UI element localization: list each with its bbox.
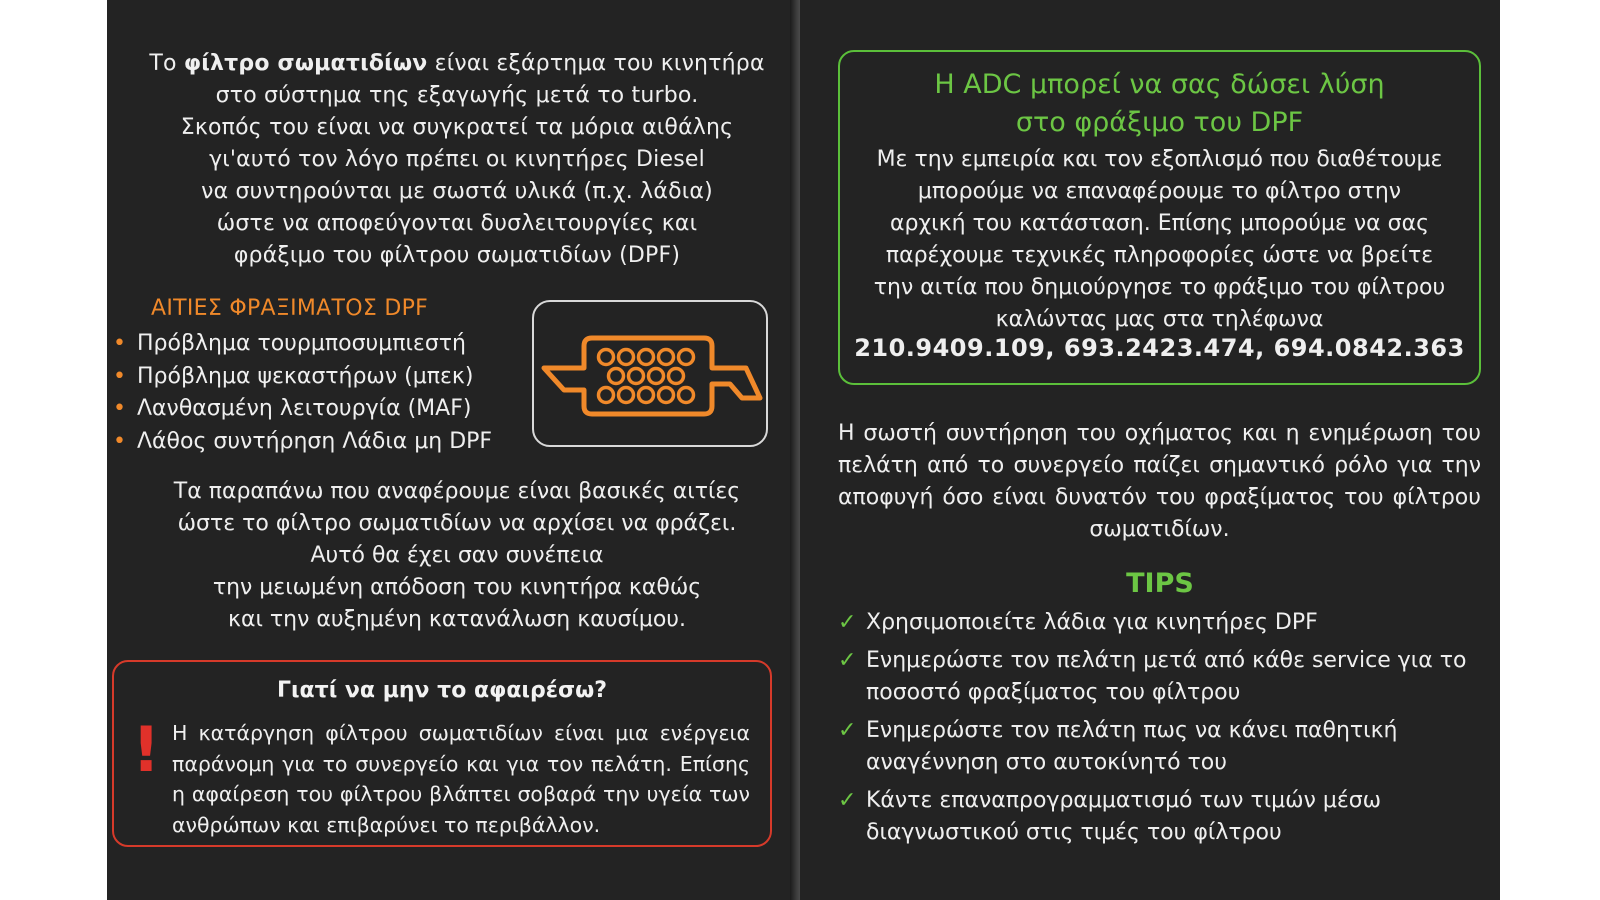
intro-line: ώστε να αποφεύγονται δυσλειτουργίες και — [216, 211, 698, 236]
tips-list — [838, 607, 1478, 855]
tip-item — [838, 645, 1478, 710]
cause-text: Λανθασμένη λειτουργία (MAF) — [137, 396, 472, 421]
cause-text: Πρόβλημα ψεκαστήρων (μπεκ) — [137, 363, 474, 389]
cause-item — [111, 361, 492, 394]
intro-bold-term: φίλτρο σωματιδίων — [183, 51, 428, 76]
intro-pre: Το — [149, 51, 184, 76]
exclamation-icon: ! — [132, 713, 161, 786]
intro-line: στο σύστημα της εξαγωγής μετά το turbo. — [215, 83, 699, 108]
adc-text-line: παρέχουμε τεχνικές πληροφορίες ώστε να βρείτε — [885, 243, 1434, 268]
consequence-line: και την αυξημένη κατανάλωση καυσίμου. — [227, 607, 687, 632]
cause-text: Λάθος συντήρηση Λάδια μη DPF — [137, 428, 493, 454]
tips-heading: TIPS — [1126, 568, 1194, 599]
warning-text: Η κατάργηση φίλτρου σωματιδίων είναι μια ενέργεια παράνομη για το συνεργείο και για τον πελάτη. Επίσης η αφαίρεση του φίλτρου βλάπτει σοβαρά την υγεία των ανθρώπων και επιβαρύνει το περιβάλλον. — [172, 721, 750, 837]
consequence-line: Τα παραπάνω που αναφέρουμε είναι βασικές αιτίες — [173, 479, 741, 504]
phone-numbers[interactable]: 210.9409.109, 693.2423.474, 694.0842.363 — [854, 334, 1465, 362]
bullet-icon: • — [113, 331, 126, 356]
adc-text-line: καλώντας μας στα τηλέφωνα — [995, 307, 1324, 332]
bullet-icon: • — [113, 363, 126, 389]
maintenance-paragraph: Η σωστή συντήρηση του οχήματος και η ενημέρωση του πελάτη από το συνεργείο παίζει σημαντικό ρόλο για την αποφυγή όσο είναι δυνατόν του φραξίματος του φίλτρου σωματιδίων. — [838, 421, 1481, 542]
checkmark-icon: ✓ — [838, 610, 857, 635]
adc-text-line: Με την εμπειρία και τον εξοπλισμό που διαθέτουμε — [876, 147, 1443, 172]
consequence-paragraph — [127, 476, 787, 636]
tip-text: Κάντε επαναπρογραμματισμό των τιμών μέσω διαγνωστικού στις τιμές του φίλτρου — [866, 787, 1382, 845]
left-page — [107, 0, 797, 900]
checkmark-icon: ✓ — [838, 647, 857, 673]
consequence-line: ώστε το φίλτρο σωματιδίων να αρχίσει να φράζει. — [177, 511, 737, 536]
consequence-line: Αυτό θα έχει σαν συνέπεια — [310, 543, 604, 568]
tip-item — [838, 607, 1478, 640]
tip-item — [838, 785, 1478, 850]
dpf-filter-icon — [534, 302, 766, 445]
dpf-icon-frame — [532, 300, 768, 447]
intro-line: Σκοπός του είναι να συγκρατεί τα μόρια αιθάλης — [180, 115, 734, 140]
adc-title-line: στο φράξιμο του DPF — [1015, 107, 1304, 138]
causes-list — [111, 328, 492, 458]
intro-line: γι'αυτό τον λόγο πρέπει οι κινητήρες Diesel — [209, 147, 705, 172]
warning-box — [112, 660, 772, 847]
adc-text-line: αρχική του κατάσταση. Επίσης μπορούμε να σας — [890, 211, 1429, 236]
consequence-line: την μειωμένη απόδοση του κινητήρα καθώς — [212, 575, 702, 600]
warning-title: Γιατί να μην το αφαιρέσω? — [276, 678, 608, 703]
intro-line: είναι εξάρτημα του κινητήρα — [427, 51, 765, 76]
tip-text: Χρησιμοποιείτε λάδια για κινητήρες DPF — [866, 610, 1318, 635]
adc-solution-box — [838, 50, 1481, 385]
tip-text: Ενημερώστε τον πελάτη μετά από κάθε service για το ποσοστό φραξίματος του φίλτρου — [866, 647, 1467, 705]
intro-line: φράξιμο του φίλτρου σωματιδίων (DPF) — [233, 243, 681, 268]
bullet-icon: • — [113, 396, 126, 421]
cause-item — [111, 328, 492, 361]
adc-text-line: μπορούμε να επαναφέρουμε το φίλτρο στην — [917, 179, 1402, 204]
intro-paragraph — [127, 48, 787, 272]
cause-item — [111, 426, 492, 459]
adc-title-line: Η ADC μπορεί να σας δώσει λύση — [934, 69, 1385, 100]
right-page — [800, 0, 1500, 900]
tip-item — [838, 715, 1478, 780]
causes-heading: ΑΙΤΙΕΣ ΦΡΑΞΙΜΑΤΟΣ DPF — [151, 296, 429, 321]
cause-text: Πρόβλημα τουρμποσυμπιεστή — [137, 331, 466, 356]
tip-text: Ενημερώστε τον πελάτη πως να κάνει παθητική αναγέννηση στο αυτοκίνητό του — [866, 717, 1398, 775]
intro-line: να συντηρούνται με σωστά υλικά (π.χ. λάδια) — [201, 179, 713, 204]
cause-item — [111, 393, 492, 426]
adc-text-line: την αιτία που δημιούργησε το φράξιμο του φίλτρου — [873, 275, 1446, 300]
checkmark-icon: ✓ — [838, 787, 857, 813]
adc-text — [850, 144, 1469, 336]
checkmark-icon: ✓ — [838, 717, 857, 743]
adc-title — [840, 66, 1479, 142]
bullet-icon: • — [113, 428, 126, 454]
